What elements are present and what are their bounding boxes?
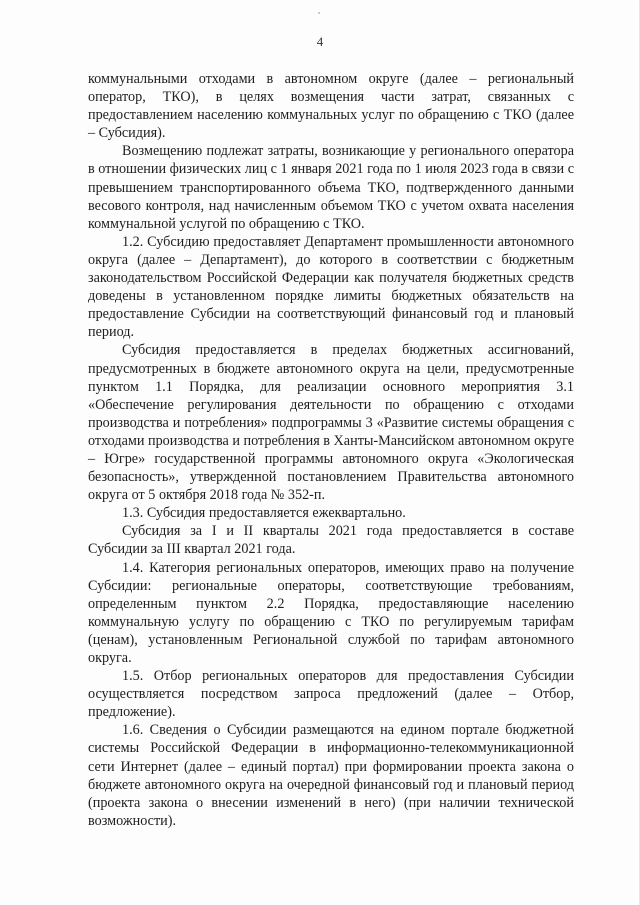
page-number: 4 (316, 34, 324, 49)
paragraph-1-5: 1.5. Отбор региональных операторов для предоставления Субсидии осуществляется посредством запроса предложений (далее – Отбор, предложение). (88, 668, 574, 721)
scan-speck (318, 12, 320, 14)
paragraph-budget-allocations: Субсидия предоставляется в пределах бюджетных ассигнований, предусмотренных в бюджете автономного округа на цели, предусмотренные пунктом 1.1 Порядка, для реализации основного мероприятия 3.1 «Обеспечение регулирования деятельности по обращению с отходами производства и потребления» подпрограммы 3 «Развитие системы обращения с отходами производства и потребления в Ханты-Мансийском автономном округе – Югре» государственной программы автономного округа «Экологическая безопасность», утвержденной постановлением Правительства автономного округа от 5 октября 2018 года № 352-п. (88, 342, 574, 504)
paragraph-1-4: 1.4. Категория региональных операторов, имеющих право на получение Субсидии: региональные операторы, соответствующие требованиям, определенным пунктом 2.2 Порядка, предоставляющие населению коммунальную услугу по обращению с ТКО по регулируемым тарифам (ценам), установленным Региональной службой по тарифам автономного округа. (88, 559, 574, 666)
paragraph-reimbursable-costs: Возмещению подлежат затраты, возникающие у регионального оператора в отношении физических лиц с 1 января 2021 года по 1 июля 2023 года в связи с превышением транспортированного объема ТКО, подтвержденного данными весового контроля, над начисленным объемом ТКО с учетом охвата населения коммунальной услугой по обращению с ТКО. (88, 143, 574, 232)
document-body (88, 70, 574, 830)
paragraph-1-3: 1.3. Субсидия предоставляется ежеквартально. (122, 505, 406, 522)
paragraph-1-2: 1.2. Субсидию предоставляет Департамент промышленности автономного округа (далее – Департамент), до которого в соответствии с бюджетным законодательством Российской Федерации как получателя бюджетных средств доведены в установленном порядке лимиты бюджетных обязательств на предоставление Субсидии на соответствующий финансовый год и плановый период. (88, 233, 574, 341)
paragraph-continuation: коммунальными отходами в автономном округе (далее – региональный оператор, ТКО), в целях возмещения части затрат, связанных с предоставлением населению коммунальных услуг по обращению с ТКО (далее – Субсидия). (88, 71, 574, 142)
paragraph-1-6: 1.6. Сведения о Субсидии размещаются на едином портале бюджетной системы Российской Федерации в информационно-телекоммуникационной сети Интернет (далее – единый портал) при формировании проекта закона о бюджете автономного округа на очередной финансовый год и плановый период (проекта закона о внесении изменений в него) (при наличии технической возможности). (88, 722, 574, 829)
paragraph-quarters: Субсидия за I и II кварталы 2021 года предоставляется в составе Субсидии за III квартал 2021 года. (88, 523, 574, 558)
